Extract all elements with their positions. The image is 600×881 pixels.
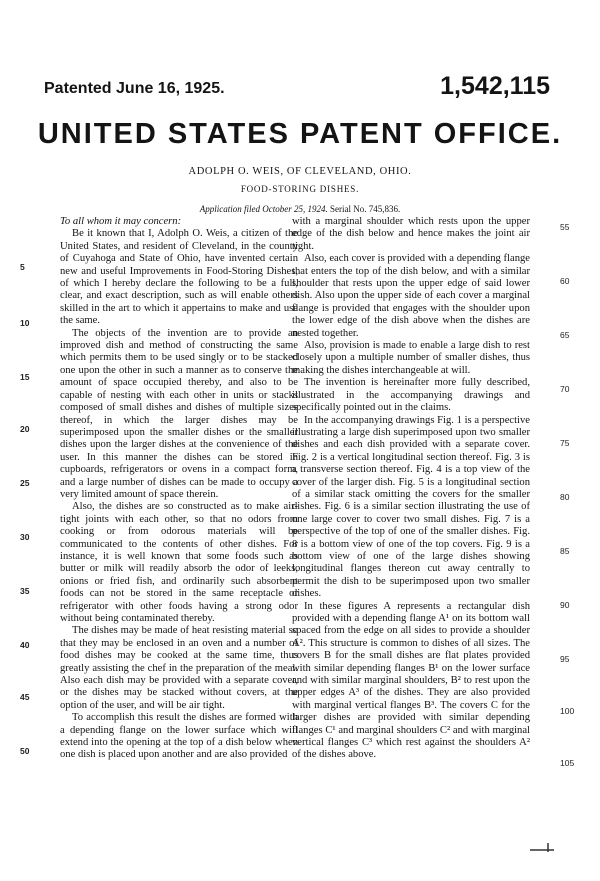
paragraph: with a marginal shoulder which rests upon the upper edge of the dish below and hence makes the joint air tight.: [292, 216, 530, 252]
paragraph: In the accompanying drawings Fig. 1 is a perspective illustrating a large dish superimposed upon two smaller dishes and each dish provided with a separate cover. Fig. 2 is a vertical longitudinal section thereof. Fig. 3 is a transverse section thereof. Fig. 4 is a top view of the cover of the larger dish. Fig. 5 is a longitudinal section of a similar stack omitting the covers for the smaller dishes. Fig. 6 is a similar section illustrating the use of one large cover to cover two small dishes. Fig. 7 is a perspective of the top of one of the smaller dishes. Fig. 8 is a bottom view of one of the top covers. Fig. 9 is a bottom view of one of the large dishes showing longitudinal flanges thereon cut away centrally to permit the dish to be superimposed upon two smaller dishes.: [292, 414, 530, 600]
line-number: 10: [20, 318, 30, 328]
line-number: 95: [560, 654, 570, 664]
salutation: To all whom it may concern:: [60, 216, 182, 227]
application-line: [0, 204, 600, 214]
paragraph: Also, the dishes are so constructed as to make air-tight joints with each other, so that no odors from cooking or from odorous materials will be communicated to the contents of other dishes. For instance, it is well known that some foods such as butter or milk will readily absorb the odor of leeks, onions or fried fish, and ordinarily such absorbent foods can not be stored in the same receptacle or refrigerator with other foods having a strong odor without being contaminated thereby.: [60, 501, 298, 624]
line-number: 35: [20, 586, 30, 596]
line-number: 75: [560, 438, 570, 448]
line-number: 5: [20, 262, 25, 272]
line-number: 105: [560, 758, 575, 768]
line-number: 55: [560, 222, 570, 232]
paragraph: Be it known that I, Adolph O. Weis, a citizen of the United States, and resident of Cleveland, in the county of Cuyahoga and State of Ohio, have invented certain new and useful Improvements in Food-Storing Dishes, of which I hereby declare the following to be a full, clear, and exact description, such as will enable others skilled in the art to which it appertains to make and use the same.: [60, 228, 298, 327]
subject-line: FOOD-STORING DISHES.: [240, 184, 360, 194]
line-number: 100: [560, 706, 575, 716]
line-number: 90: [560, 600, 570, 610]
paragraph: Also, provision is made to enable a large dish to rest closely upon a multiple number of smaller dishes, thus making the dishes interchangeable at will.: [292, 340, 530, 376]
right-column: [292, 216, 530, 762]
paragraph: Also, each cover is provided with a depending flange that enters the top of the dish below, and with a similar shoulder that rests upon the upper edge of said lower dish. Also upon the upper side of each cover a marginal flange is provided that engages with the shoulder upon the lower edge of the dish above when the dishes are nested together.: [292, 253, 530, 339]
application-serial: Serial No. 745,836.: [329, 204, 401, 214]
line-number: 45: [20, 692, 30, 702]
line-number: 60: [560, 276, 570, 286]
line-number: 50: [20, 746, 30, 756]
line-number: 40: [20, 640, 30, 650]
paragraph: The invention is hereinafter more fully described, illustrated in the accompanying drawings and specifically pointed out in the claims.: [292, 377, 530, 414]
office-title: UNITED STATES PATENT OFFICE.: [37, 118, 563, 150]
inventor-line: ADOLPH O. WEIS, OF CLEVELAND, OHIO.: [188, 166, 412, 177]
line-number: 80: [560, 492, 570, 502]
line-number: 70: [560, 384, 570, 394]
application-filed: Application filed October 25, 1924.: [199, 204, 328, 214]
line-number: 20: [20, 424, 30, 434]
paragraph: In these figures A represents a rectangular dish provided with a depending flange A¹ on its bottom wall spaced from the edge on all sides to provide a shoulder A². This structure is common to dishes of all sizes. The covers B for the small dishes are flat plates provided with similar depending flanges B¹ on the lower surface and with similar marginal shoulders, B² to rest upon the upper edges A³ of the dishes. They are also provided with marginal vertical flanges B³. The covers C for the larger dishes are provided with similar depending flanges C¹ and marginal shoulders C² and with marginal vertical flanges C³ which rest against the shoulders A² of the dishes above.: [292, 600, 530, 761]
patent-number: 1,542,115: [440, 72, 550, 100]
line-number: 85: [560, 546, 570, 556]
left-column: [60, 216, 298, 762]
scan-mark-icon: [528, 840, 556, 854]
paragraph: To accomplish this result the dishes are formed with a depending flange on the lower surface which will extend into the opening at the top of a dish below when one dish is placed upon another and are also provided: [60, 712, 298, 761]
paragraph: The objects of the invention are to provide an improved dish and method of constructing the same which permits them to be used singly or to be stacked one upon the other in such a manner as to conserve the amount of space occupied thereby, and also to be capable of nesting with each other in units or stacks composed of small dishes and dishes of multiple sizes thereof, in which the larger dishes may be superimposed upon the smaller dishes or the smaller dishes upon the larger dishes at the convenience of the user. In this manner the dishes can be stored in cupboards, refrigerators or ovens in a compact form, and a large number of dishes can be made to occupy a very limited amount of space therein.: [60, 327, 298, 500]
patent-date: Patented June 16, 1925.: [44, 80, 225, 97]
line-number: 30: [20, 532, 30, 542]
line-number: 15: [20, 372, 30, 382]
line-number: 25: [20, 478, 30, 488]
paragraph: The dishes may be made of heat resisting material so that they may be enclosed in an oven and a number of food dishes may be cooked at the same time, thus greatly assisting the chef in the preparation of the meal. Also each dish may be provided with a separate cover, or the dishes may be stacked without covers, at the option of the user, and will be air tight.: [60, 625, 298, 711]
line-number: 65: [560, 330, 570, 340]
